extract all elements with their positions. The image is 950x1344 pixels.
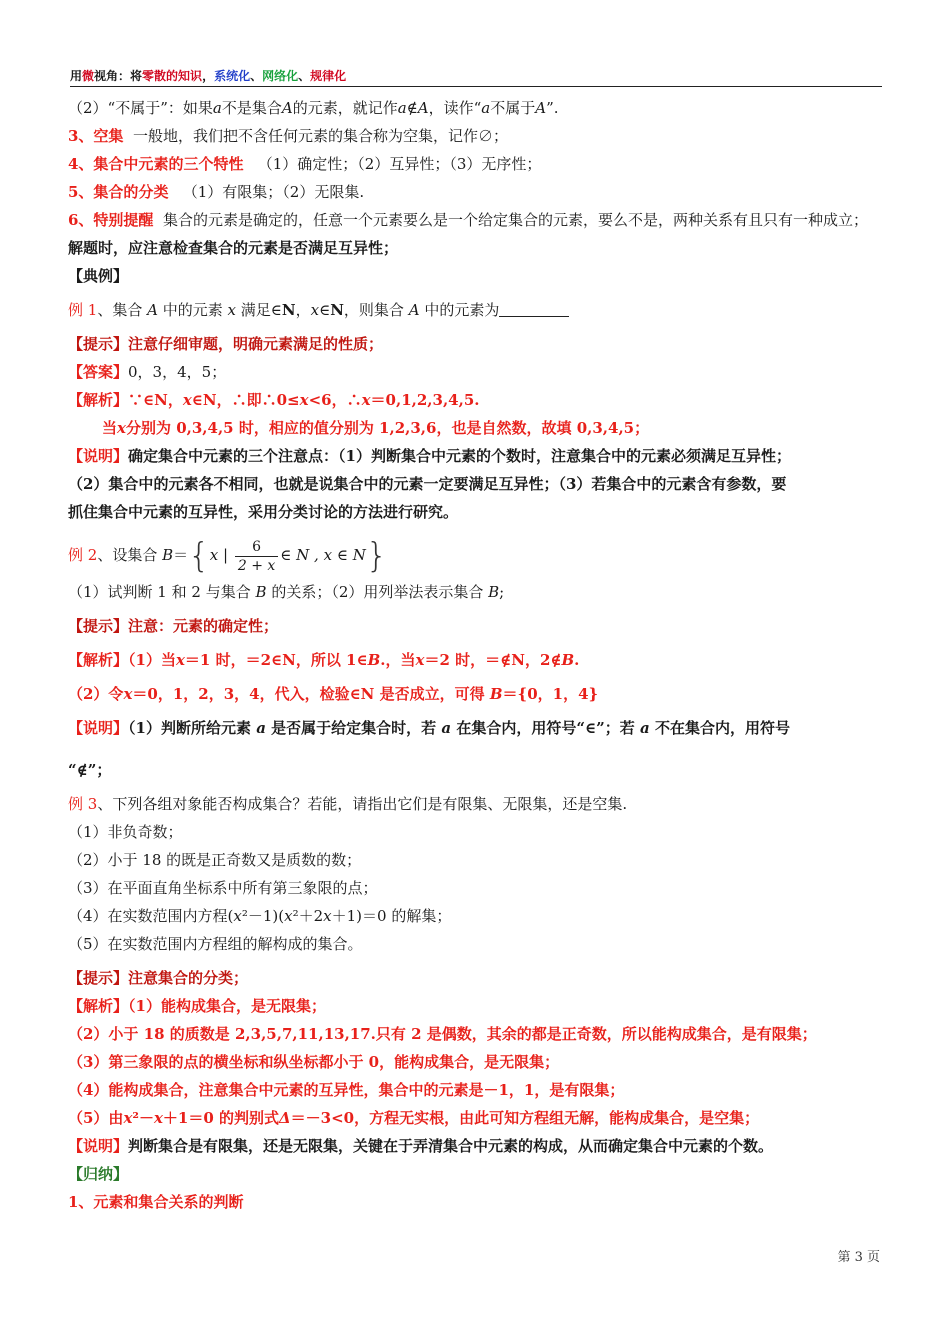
fraction: $\frac{6}{2 + x}$: [235, 538, 278, 575]
dianli-heading: 【典例】: [68, 267, 129, 285]
header-text: ，: [202, 69, 215, 83]
header-text: 零散的知识: [142, 69, 203, 83]
example-3-item-3: （3）在平面直角坐标系中所有第三象限的点；: [68, 879, 378, 897]
example-3-solution-3: （3）第三象限的点的横坐标和纵坐标都小于 0，能构成集合，是无限集；: [68, 1053, 560, 1071]
example-1-hint: 【提示】注意仔细审题，明确元素满足的性质；: [68, 335, 384, 353]
example-2-note-2: “∉”；: [68, 761, 112, 779]
example-1-answer: 【答案】0，3，4，5；: [68, 363, 227, 381]
example-2-solution-2: （2）令x＝0，1，2，3，4，代入，检验∈N 是否成立，可得 B＝{0，1，4}: [68, 685, 599, 703]
example-3-solution-4: （4）能构成集合，注意集合中元素的互异性，集合中的元素是－1，1，是有限集；: [68, 1081, 625, 1099]
section-empty-set: 3、空集 一般地，我们把不含任何元素的集合称为空集，记作∅；: [68, 127, 508, 145]
header-text: 用: [70, 69, 83, 83]
example-3-item-5: （5）在实数范围内方程组的解构成的集合。: [68, 935, 363, 953]
example-2-solution: 【解析】（1）当x＝1 时，＝2∈N，所以 1∈B.，当x＝2 时，＝∉N，2∉B.: [68, 651, 580, 669]
example-2-subquestions: （1）试判断 1 和 2 与集合 B 的关系；（2）用列举法表示集合 B;: [68, 583, 505, 601]
example-3-solution-2: （2）小于 18 的质数是 2,3,5,7,11,13,17.只有 2 是偶数，其余的都是正奇数，所以能构成集合，是有限集；: [68, 1025, 817, 1043]
page-number: 第 3 页: [837, 1250, 880, 1265]
document-body: [68, 94, 883, 1216]
example-3-solution-5: （5）由x²－x＋1＝0 的判别式Δ＝－3<0，方程无实根，由此可知方程组无解，能构成集合，是空集；: [68, 1109, 760, 1127]
section-classification: 5、集合的分类 （1）有限集；（2）无限集.: [68, 183, 365, 201]
example-3-question: 例 3、下列各组对象能否构成集合？若能，请指出它们是有限集、无限集，还是空集.: [68, 795, 628, 813]
example-2-question: 例 2、设集合 B＝{x | $\frac{6}{2 + x}$ ∈ N , x ∈ N}: [68, 536, 388, 576]
example-1-solution: 【解析】∵∈N，x∈N，∴即∴0≤x<6，∴x＝0,1,2,3,4,5.: [68, 391, 480, 409]
example-2-hint: 【提示】注意：元素的确定性；: [68, 617, 279, 635]
example-1-note: 【说明】确定集合中元素的三个注意点：（1）判断集合中元素的个数时，注意集合中的元素必须满足互异性；: [68, 447, 791, 465]
example-2-note: 【说明】（1）判断所给元素 a 是否属于给定集合时，若 a 在集合内，用符号“∈”；若 a 不在集合内，用符号: [68, 719, 790, 737]
section-reminder: 6、特别提醒 集合的元素是确定的，任意一个元素要么是一个给定集合的元素，要么不是，两种关系有且只有一种成立；解题时，应注意检查集合的元素是否满足互异性；: [68, 211, 869, 257]
example-1-question: 例 1、集合 A 中的元素 x 满足∈N，x∈N，则集合 A 中的元素为: [68, 296, 883, 324]
section-three-properties: 4、集合中元素的三个特性 （1）确定性；（2）互异性；（3）无序性；: [68, 155, 542, 173]
guina-heading: 【归纳】: [68, 1165, 129, 1183]
example-3-solution-1: 【解析】（1）能构成集合，是无限集；: [68, 997, 326, 1015]
example-1-note-3: 抓住集合中元素的互异性，采用分类讨论的方法进行研究。: [68, 503, 459, 521]
intro-item-2: （2）“不属于”：如果a不是集合A的元素，就记作a∉A，读作“a不属于A”.: [68, 99, 559, 117]
header-text: 、: [250, 69, 263, 83]
example-3-item-4: （4）在实数范围内方程(x²－1)(x²＋2x＋1)＝0 的解集；: [68, 907, 452, 925]
summary-item-1: 1、元素和集合关系的判断: [68, 1193, 244, 1211]
header-text: 视角：将: [94, 69, 143, 83]
example-3-hint: 【提示】注意集合的分类；: [68, 969, 249, 987]
example-3-item-2: （2）小于 18 的既是正奇数又是质数的数；: [68, 851, 362, 869]
header-text: 网络化: [262, 69, 299, 83]
header-text: 规律化: [310, 69, 347, 83]
page-header: [70, 66, 882, 87]
answer-blank: [499, 300, 569, 317]
example-3-item-1: （1）非负奇数；: [68, 823, 183, 841]
example-1-solution-2: 当x分别为 0,3,4,5 时，相应的值分别为 1,2,3,6，也是自然数，故填 0,3,4,5；: [102, 419, 650, 437]
example-3-note: 【说明】判断集合是有限集，还是无限集，关键在于弄清集合中元素的构成，从而确定集合中元素的个数。: [68, 1137, 774, 1155]
example-1-note-2: （2）集合中的元素各不相同，也就是说集合中的元素一定要满足互异性；（3）若集合中的元素含有参数，要: [68, 475, 787, 493]
header-text: 系统化: [214, 69, 251, 83]
header-text: 微: [82, 69, 95, 83]
header-text: 、: [298, 69, 311, 83]
